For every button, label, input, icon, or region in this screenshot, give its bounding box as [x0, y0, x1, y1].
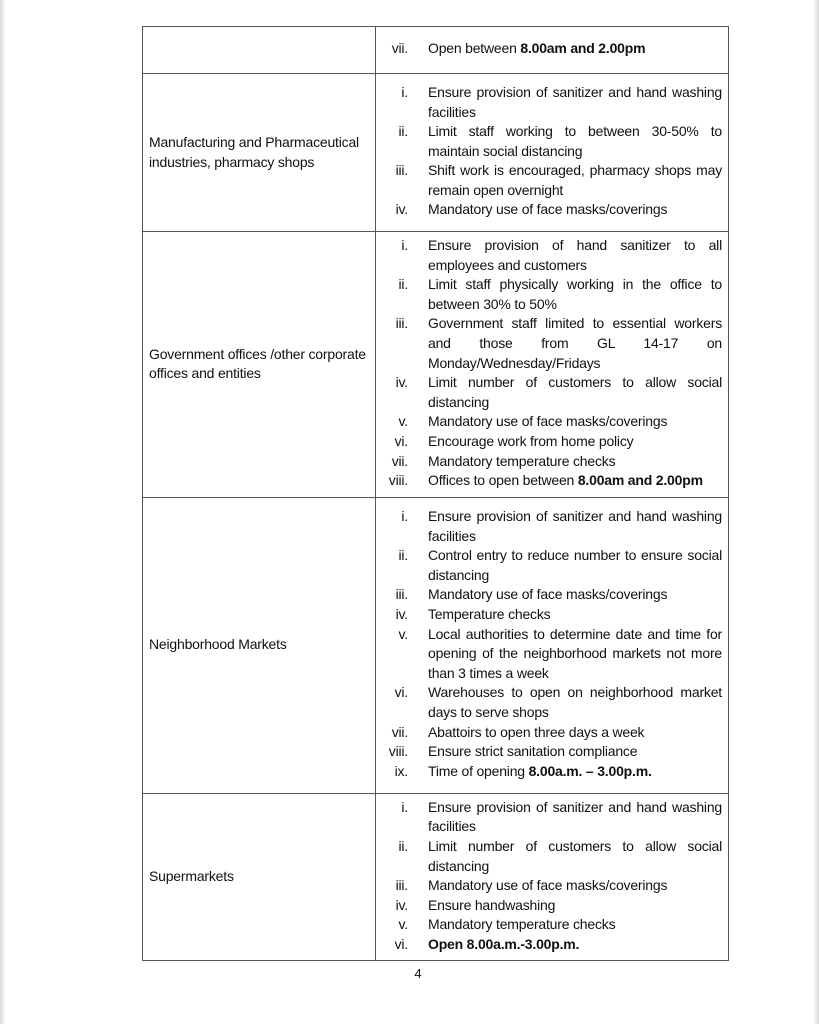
measure-item — [382, 39, 722, 59]
measure-text — [428, 837, 722, 876]
measure-text-plain: Ensure provision of sanitizer and hand washing facilities — [428, 508, 722, 544]
measure-number: viii. — [388, 743, 408, 760]
measure-text-plain: Time of opening — [428, 762, 529, 779]
measure-text-plain: Ensure handwashing — [428, 896, 556, 913]
measure-item — [382, 837, 722, 876]
measure-text-plain: Limit staff physically working in the office to between 30% to 50% — [428, 276, 722, 312]
measure-item — [382, 507, 722, 546]
table-row — [143, 793, 729, 961]
category-cell — [143, 793, 376, 961]
measure-number: ii. — [398, 276, 408, 293]
measure-text-plain: Limit staff working to between 30-50% to maintain social distancing — [428, 123, 722, 159]
measure-text-plain: Temperature checks — [428, 606, 551, 623]
measure-text — [428, 876, 722, 896]
measure-number: iii. — [395, 877, 408, 894]
measures-cell — [376, 27, 729, 74]
measure-number: i. — [401, 798, 408, 815]
page-shadow-right — [813, 0, 819, 1024]
measure-number: iii. — [395, 586, 408, 603]
measure-number: iii. — [395, 162, 408, 179]
measure-text — [428, 723, 722, 743]
table-row — [143, 497, 729, 793]
measure-number: i. — [401, 508, 408, 525]
measure-text-plain: Mandatory use of face masks/coverings — [428, 413, 668, 430]
measure-text — [428, 373, 722, 412]
measure-text — [428, 432, 722, 452]
measure-text-plain: Shift work is encouraged, pharmacy shops may remain open overnight — [428, 162, 722, 198]
measure-item — [382, 896, 722, 916]
measure-text — [428, 683, 722, 722]
page-shadow-left — [0, 0, 6, 1024]
measure-item — [382, 83, 722, 122]
measures-cell — [376, 74, 729, 232]
measures-cell — [376, 497, 729, 793]
category-cell — [143, 232, 376, 498]
measure-number: ii. — [398, 837, 408, 854]
measure-text-plain: Mandatory use of face masks/coverings — [428, 877, 668, 894]
measure-number: vi. — [394, 684, 408, 701]
measure-text-plain: Ensure strict sanitation compliance — [428, 743, 638, 760]
category-label: Government offices /other corporate offices and entities — [149, 345, 366, 382]
measure-item — [382, 605, 722, 625]
measure-text-plain: Offices to open between — [428, 472, 578, 489]
measure-text-plain: Mandatory temperature checks — [428, 916, 616, 933]
measure-text — [428, 762, 722, 782]
measure-text — [428, 452, 722, 472]
measure-text — [428, 798, 722, 837]
measure-number: iv. — [395, 374, 408, 391]
measure-item — [382, 935, 722, 955]
measure-text — [428, 625, 722, 684]
measure-text-bold: 8.00am and 2.00pm — [520, 40, 646, 57]
measure-text — [428, 83, 722, 122]
measure-text-plain: Ensure provision of sanitizer and hand washing facilities — [428, 798, 722, 835]
measure-item — [382, 762, 722, 782]
table-row — [143, 232, 729, 498]
measure-text — [428, 39, 722, 59]
measure-text-plain: Open between — [428, 40, 521, 57]
measure-item — [382, 683, 722, 722]
measure-text — [428, 935, 722, 955]
measure-item — [382, 161, 722, 200]
measure-number: v. — [398, 916, 408, 933]
measure-text-plain: Limit number of customers to allow social distancing — [428, 837, 722, 874]
measure-text — [428, 605, 722, 625]
measures-cell — [376, 232, 729, 498]
measure-text-bold: 8.00am and 2.00pm — [577, 472, 703, 489]
measure-text — [428, 896, 722, 916]
measure-text-plain: Ensure provision of hand sanitizer to all employees and customers — [428, 237, 722, 273]
measure-number: vii. — [391, 723, 408, 740]
measure-text — [428, 507, 722, 546]
measure-text — [428, 585, 722, 605]
measure-text — [428, 236, 722, 275]
measure-text-plain: Local authorities to determine date and time for opening of the neighborhood markets not more than 3 times a week — [428, 625, 722, 681]
guidelines-table-body — [143, 27, 729, 961]
measure-item — [382, 798, 722, 837]
measure-text — [428, 471, 722, 491]
measure-item — [382, 432, 722, 452]
measure-number: vii. — [391, 40, 408, 57]
measure-item — [382, 471, 722, 491]
measure-text-plain: Abattoirs to open three days a week — [428, 723, 645, 740]
measure-text-plain: Mandatory temperature checks — [428, 452, 616, 469]
measure-text-plain: Ensure provision of sanitizer and hand washing facilities — [428, 83, 722, 120]
measure-number: iv. — [395, 896, 408, 913]
measure-number: ii. — [398, 123, 408, 140]
measure-number: viii. — [388, 472, 408, 489]
measure-item — [382, 742, 722, 762]
guidelines-table — [142, 26, 729, 961]
category-label: Supermarkets — [149, 868, 234, 885]
category-cell — [143, 497, 376, 793]
measure-item — [382, 314, 722, 373]
category-label: Neighborhood Markets — [149, 636, 287, 653]
measures-cell — [376, 793, 729, 961]
measure-text-plain: Encourage work from home policy — [428, 432, 634, 449]
measure-item — [382, 275, 722, 314]
measure-item — [382, 373, 722, 412]
measure-text — [428, 915, 722, 935]
measure-text-plain: Control entry to reduce number to ensure social distancing — [428, 547, 722, 583]
measure-number: i. — [401, 83, 408, 100]
measure-item — [382, 585, 722, 605]
measure-number: vii. — [391, 452, 408, 469]
measure-item — [382, 546, 722, 585]
measure-item — [382, 876, 722, 896]
table-row — [143, 74, 729, 232]
measure-item — [382, 625, 722, 684]
measure-item — [382, 915, 722, 935]
measure-text-plain: Mandatory use of face masks/coverings — [428, 586, 668, 603]
category-cell — [143, 27, 376, 74]
measure-text-plain: Warehouses to open on neighborhood market days to serve shops — [428, 684, 722, 720]
measure-item — [382, 412, 722, 432]
page-number: 4 — [414, 966, 422, 981]
measure-text-plain: Limit number of customers to allow social distancing — [428, 374, 722, 410]
measure-item — [382, 236, 722, 275]
measure-text — [428, 546, 722, 585]
table-row — [143, 27, 729, 74]
measure-text — [428, 275, 722, 314]
measure-item — [382, 200, 722, 220]
measure-number: ii. — [398, 547, 408, 564]
measure-text — [428, 412, 722, 432]
measure-text — [428, 122, 722, 161]
measure-number: vi. — [394, 935, 408, 952]
measure-text — [428, 161, 722, 200]
measure-number: i. — [401, 237, 408, 253]
measure-text-bold: Open 8.00a.m.-3.00p.m. — [428, 935, 580, 952]
measure-text — [428, 200, 722, 220]
measure-item — [382, 122, 722, 161]
measure-number: ix. — [394, 762, 408, 779]
measure-number: iv. — [395, 606, 408, 623]
category-label: Manufacturing and Pharmaceutical industries, pharmacy shops — [149, 134, 359, 170]
measure-number: v. — [398, 625, 408, 642]
measure-text — [428, 742, 722, 762]
measure-text-plain: Government staff limited to essential workers and those from GL 14-17 on Monday/Wednesday/Fridays — [428, 315, 722, 371]
measure-text-plain: Mandatory use of face masks/coverings — [428, 201, 668, 218]
measure-item — [382, 452, 722, 472]
measure-number: iii. — [395, 315, 408, 332]
measure-number: iv. — [395, 201, 408, 218]
measure-item — [382, 723, 722, 743]
measure-text — [428, 314, 722, 373]
measure-number: v. — [398, 413, 408, 430]
measure-number: vi. — [394, 432, 408, 449]
category-cell — [143, 74, 376, 232]
measure-text-bold: 8.00a.m. – 3.00p.m. — [528, 762, 652, 779]
